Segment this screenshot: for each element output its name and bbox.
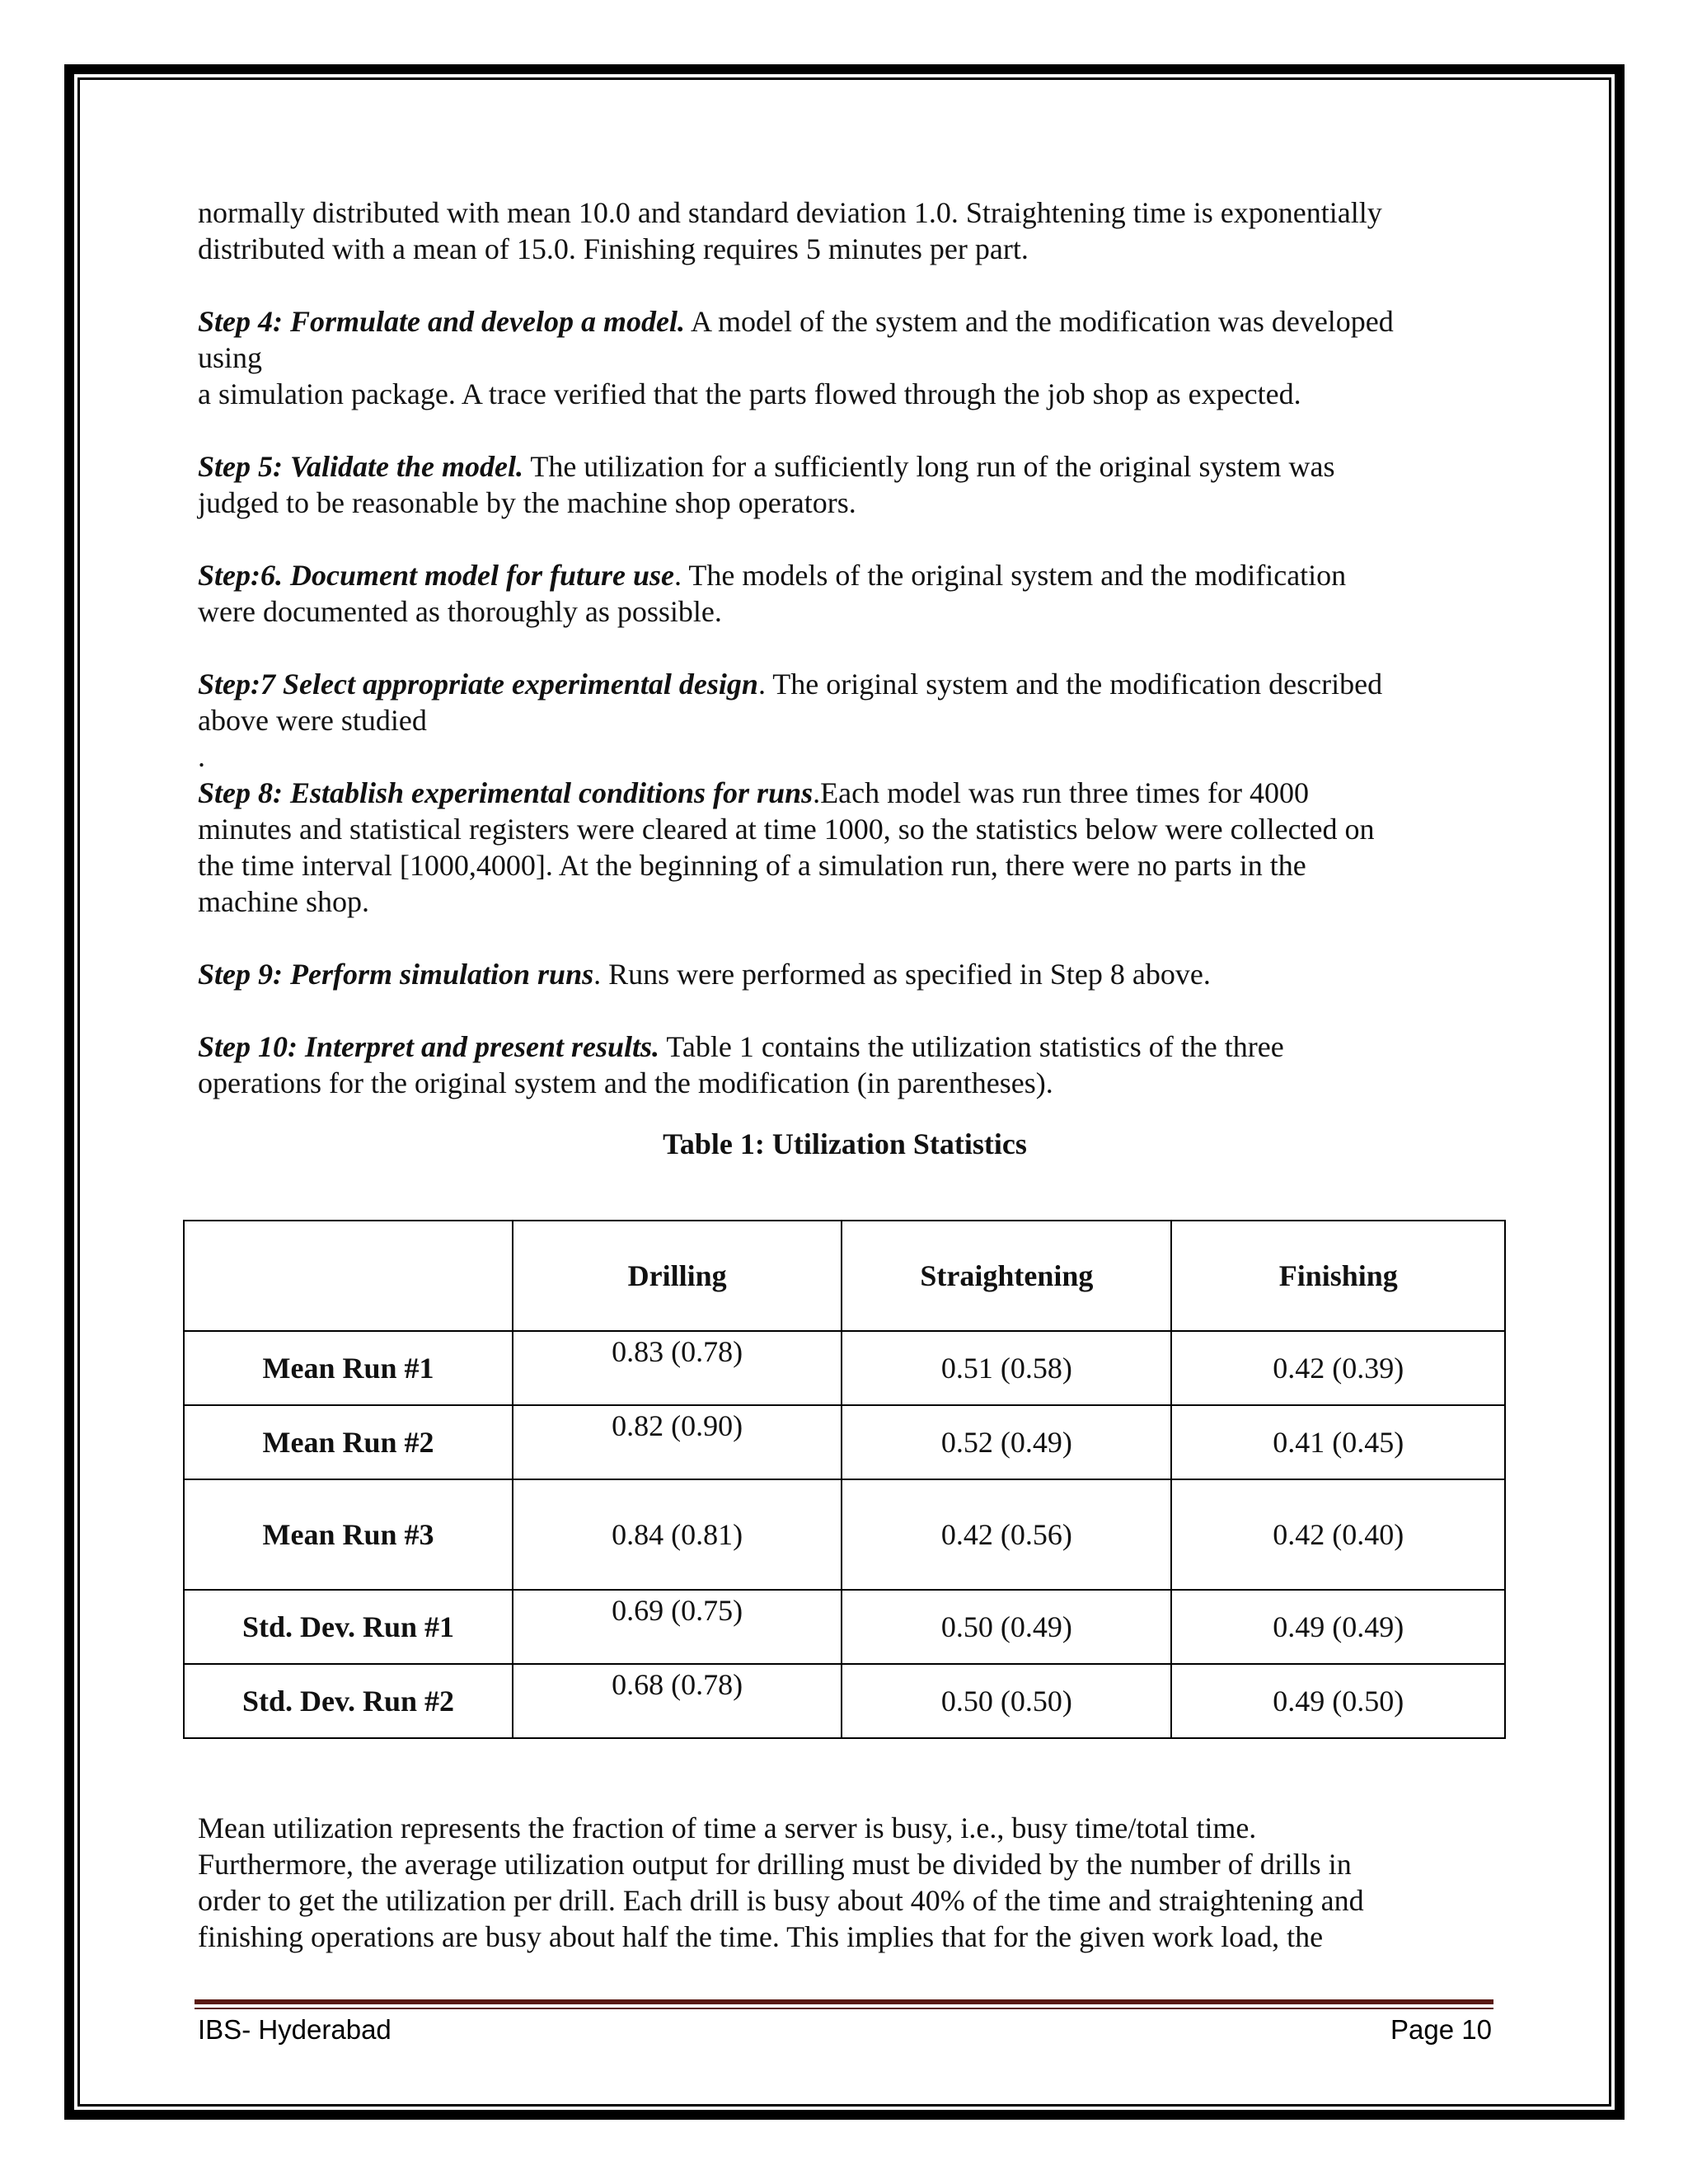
cell-finishing: 0.41 (0.45) [1171,1405,1505,1479]
step-4-body: A model of the system and the modification was developed using a simulation package. A trace verified that the parts flowed through the job shop as expected. [198,305,1394,410]
cell-finishing: 0.49 (0.50) [1171,1664,1505,1738]
table-header-row [184,1221,1505,1331]
step-7-title: Step:7 Select appropriate experimental design [198,668,758,701]
step-4-title: Step 4: Formulate and develop a model. [198,305,685,338]
table-row [184,1331,1505,1405]
step-9-body: . Runs were performed as specified in Step 8 above. [593,958,1211,991]
cell-straightening: 0.50 (0.49) [842,1590,1171,1664]
step-8-body: .Each model was run three times for 4000 minutes and statistical registers were cleared at time 1000, so the statistics below were collected on the time interval [1000,4000]. At the beginning of a simulation run, there were no parts in the machine shop. [198,776,1375,918]
cell-finishing: 0.42 (0.39) [1171,1331,1505,1405]
utilization-table [183,1220,1506,1739]
step-9-title: Step 9: Perform simulation runs [198,958,594,991]
cell-straightening: 0.50 (0.50) [842,1664,1171,1738]
table-title: Table 1: Utilization Statistics [663,1127,1027,1160]
cell-finishing: 0.42 (0.40) [1171,1479,1505,1590]
conclusion-paragraph: Mean utilization represents the fraction of time a server is busy, i.e., busy time/total time. Furthermore, the average utilization output for drilling must be divided by the number of drills in order to get the utilization per drill. Each drill is busy about 40% of the time and straightening and finishing operations are busy about half the time. This implies that for the given work load, the [198,1811,1364,1953]
row-label: Mean Run #2 [184,1405,513,1479]
header-straightening: Straightening [842,1221,1171,1331]
step-7-body: . The original system and the modification described above were studied [198,668,1383,737]
footer-rule-thick [195,1999,1493,2004]
stray-dot: . [198,740,205,773]
step-6-paragraph [198,557,1492,630]
step-10-title: Step 10: Interpret and present results. [198,1030,660,1063]
step-4-paragraph [198,303,1492,412]
footer-rule-thin [195,2008,1493,2009]
cell-drilling: 0.69 (0.75) [513,1590,842,1664]
cell-drilling: 0.68 (0.78) [513,1664,842,1738]
cell-straightening: 0.42 (0.56) [842,1479,1171,1590]
step-6-body: . The models of the original system and the modification were documented as thoroughly as possible. [198,559,1347,628]
step-10-paragraph [198,1029,1492,1101]
step-5-title: Step 5: Validate the model. [198,450,523,483]
footer-page-number: Page 10 [1390,2014,1492,2045]
step-8-title: Step 8: Establish experimental conditions for runs [198,776,814,809]
table-row [184,1479,1505,1590]
step-7-paragraph [198,666,1492,738]
cell-straightening: 0.51 (0.58) [842,1331,1171,1405]
row-label: Std. Dev. Run #2 [184,1664,513,1738]
step-8-paragraph [198,775,1492,920]
row-label: Mean Run #1 [184,1331,513,1405]
table-row [184,1590,1505,1664]
step-5-body: The utilization for a sufficiently long run of the original system was judged to be reasonable by the machine shop operators. [198,450,1335,519]
table-row [184,1405,1505,1479]
row-label: Std. Dev. Run #1 [184,1590,513,1664]
table-row [184,1664,1505,1738]
step-5-paragraph [198,448,1492,521]
cell-drilling: 0.83 (0.78) [513,1331,842,1405]
header-empty-cell [184,1221,513,1331]
footer-institution: IBS- Hyderabad [198,2014,392,2045]
row-label: Mean Run #3 [184,1479,513,1590]
step-10-body: Table 1 contains the utilization statistics of the three operations for the original system and the modification (in parentheses). [198,1030,1284,1099]
cell-drilling: 0.84 (0.81) [513,1479,842,1590]
cell-finishing: 0.49 (0.49) [1171,1590,1505,1664]
step-9-paragraph [198,956,1492,992]
header-finishing: Finishing [1171,1221,1505,1331]
header-drilling: Drilling [513,1221,842,1331]
intro-paragraph: normally distributed with mean 10.0 and standard deviation 1.0. Straightening time is exponentially distributed with a mean of 15.0. Finishing requires 5 minutes per part. [198,196,1382,265]
step-6-title: Step:6. Document model for future use [198,559,675,592]
cell-straightening: 0.52 (0.49) [842,1405,1171,1479]
cell-drilling: 0.82 (0.90) [513,1405,842,1479]
document-body [198,194,1492,1193]
